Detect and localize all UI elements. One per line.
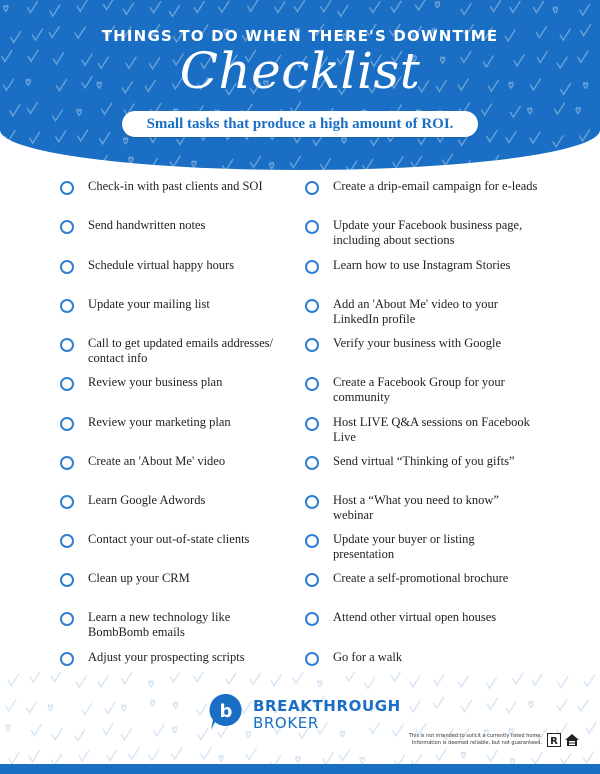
pattern-mark-icon [121,729,131,740]
pattern-mark-icon [584,675,594,686]
pattern-mark-icon [250,156,260,167]
pattern-mark-icon [534,2,544,13]
pattern-mark-icon [535,156,545,167]
pattern-mark-icon [293,672,303,683]
pattern-mark-icon [48,705,52,711]
pattern-mark-icon [172,748,182,759]
pattern-mark-icon [192,161,196,167]
pattern-mark-icon [27,102,37,113]
pattern-mark-icon [124,138,128,144]
pattern-mark-icon [510,2,520,13]
pattern-mark-icon [105,703,115,714]
pattern-mark-icon [29,751,39,762]
pattern-mark-icon [491,1,501,12]
pattern-mark-icon [122,673,132,684]
checkbox-circle-icon[interactable] [305,573,319,587]
pattern-mark-icon [346,672,356,681]
pattern-mark-icon [6,725,10,731]
pattern-mark-icon [434,674,444,685]
checklist-item-label: Create an 'About Me' video [88,454,226,468]
checkbox-circle-icon[interactable] [60,612,74,626]
pattern-mark-icon [3,160,13,170]
pattern-mark-icon [270,756,280,764]
pattern-mark-icon [4,6,8,12]
checkbox-circle-icon[interactable] [60,220,74,234]
pattern-mark-icon [553,7,557,13]
pattern-mark-icon [393,157,403,168]
pattern-mark-icon [30,672,40,682]
checkbox-circle-icon[interactable] [60,260,74,274]
tagline-pill: Small tasks that produce a high amount of ROI. [122,111,478,137]
checkbox-circle-icon[interactable] [305,260,319,274]
checkbox-circle-icon[interactable] [60,534,74,548]
pattern-mark-icon [321,1,331,12]
checklist-item-label: Review your business plan [88,375,223,389]
pattern-mark-icon [201,748,211,759]
checkbox-circle-icon[interactable] [305,338,319,352]
checklist-item-label: Review your marketing plan [88,415,231,429]
pattern-mark-icon [580,4,590,15]
checklist-item-label: Schedule virtual happy hours [88,258,235,272]
checkbox-circle-icon[interactable] [60,652,74,666]
pattern-mark-icon [442,154,452,165]
pattern-mark-icon [532,674,542,685]
pattern-mark-icon [323,753,333,764]
pattern-mark-icon [461,3,471,14]
pattern-mark-icon [321,159,331,170]
checklist-item-label: Create a Facebook Group for your community [333,375,505,404]
pattern-mark-icon [26,702,36,713]
pattern-mark-icon [76,676,86,687]
checklist-item-label: Update your buyer or listing presentation [333,532,475,561]
pattern-mark-icon [436,749,446,760]
pattern-mark-icon [250,673,260,684]
pattern-mark-icon [410,701,420,712]
pattern-mark-icon [123,3,133,14]
pattern-mark-icon [553,136,563,147]
pattern-mark-icon [52,672,62,681]
checkbox-circle-icon[interactable] [305,495,319,509]
pattern-mark-icon [532,753,542,764]
checkbox-circle-icon[interactable] [60,417,74,431]
checkbox-circle-icon[interactable] [305,299,319,313]
pattern-mark-icon [510,106,520,117]
brand-name-line2: BROKER [253,714,319,732]
pattern-mark-icon [82,704,92,715]
pattern-mark-icon [416,0,426,10]
pattern-mark-icon [340,750,350,761]
pattern-mark-icon [411,755,421,764]
checkbox-circle-icon[interactable] [305,534,319,548]
pattern-mark-icon [461,701,471,712]
pattern-mark-icon [579,130,589,141]
equal-housing-icon [565,734,579,746]
pattern-mark-icon [487,131,497,142]
pattern-mark-icon [275,2,285,13]
pattern-mark-icon [122,705,126,711]
pattern-mark-icon [410,676,420,687]
pattern-mark-icon [52,729,62,740]
pattern-mark-icon [194,672,204,682]
pattern-mark-icon [578,700,588,711]
checklist-item-label: Verify your business with Google [333,336,502,350]
pattern-mark-icon [149,749,159,760]
pattern-mark-icon [486,677,496,688]
checkbox-circle-icon[interactable] [305,456,319,470]
header-banner [0,0,600,170]
pattern-mark-icon [174,702,178,708]
pattern-mark-icon [458,676,468,687]
pattern-mark-icon [9,753,19,764]
pattern-mark-icon [392,672,402,681]
svg-text:R: R [550,736,558,747]
checklist-item-label: Create a drip-email campaign for e-leads [333,179,538,193]
disclaimer-line: Information is deemed reliable, but not guaranteed. [411,740,542,746]
pattern-mark-icon [296,757,300,763]
pattern-mark-icon [173,727,177,733]
pattern-mark-icon [77,0,87,11]
pattern-mark-icon [557,699,567,710]
pattern-mark-icon [104,0,114,10]
pattern-mark-icon [370,722,380,733]
pattern-mark-icon [338,5,348,16]
pattern-mark-icon [107,750,117,761]
pattern-mark-icon [365,677,375,688]
pattern-mark-icon [194,2,204,13]
pattern-mark-icon [56,131,66,142]
checkbox-circle-icon[interactable] [305,612,319,626]
pattern-mark-icon [582,162,586,168]
pattern-mark-icon [489,156,499,167]
pattern-mark-icon [461,752,465,758]
checklist-item-label: Host a “What you need to know” webinar [333,493,499,522]
checklist-item-label: Add an 'About Me' video to your LinkedIn profile [333,297,498,326]
pattern-mark-icon [487,698,497,709]
pattern-mark-icon [6,700,16,711]
pattern-mark-icon [170,156,180,167]
pattern-mark-icon [219,1,229,12]
pattern-mark-icon [10,105,20,116]
pattern-mark-icon [151,700,155,706]
checkbox-circle-icon[interactable] [60,338,74,352]
pattern-mark-icon [102,103,112,114]
checklist-item-label: Attend other virtual open houses [333,610,497,624]
pattern-mark-icon [411,156,421,167]
checkbox-circle-icon[interactable] [305,220,319,234]
pattern-mark-icon [561,753,571,764]
checklist-item-label: Send handwritten notes [88,218,206,232]
bottom-bar [0,764,600,774]
brand-name-line1: BREAKTHROUGH [253,697,401,715]
checklist-item-label: Learn Google Adwords [88,493,206,507]
pattern-mark-icon [246,732,250,738]
checklist-item-label: Update your Facebook business page, including about sections [333,218,523,247]
pattern-mark-icon [360,758,364,764]
pattern-mark-icon [290,157,300,168]
pattern-mark-icon [506,132,516,143]
pattern-mark-icon [391,1,401,12]
pattern-mark-icon [197,704,207,715]
pattern-mark-icon [342,137,346,143]
pattern-mark-icon [583,752,593,763]
pattern-mark-icon [31,724,41,735]
pattern-mark-icon [586,722,596,733]
pattern-mark-icon [97,155,107,166]
pattern-mark-icon [576,108,580,114]
realtor-icon [548,734,561,748]
compliance-icons [547,733,581,747]
pattern-mark-icon [80,162,84,168]
checkbox-circle-icon[interactable] [60,377,74,391]
pattern-mark-icon [50,5,60,16]
checkbox-circle-icon[interactable] [305,181,319,195]
page-title: Checklist [179,42,421,100]
checklist-item-label: Check-in with past clients and SOI [88,179,263,193]
checklist-item-label: Contact your out-of-state clients [88,532,250,546]
checklist-item-label: Clean up your CRM [88,571,190,585]
pattern-mark-icon [170,6,180,17]
pattern-mark-icon [513,673,523,684]
pattern-mark-icon [226,673,236,684]
pattern-mark-icon [77,109,81,115]
pattern-mark-icon [5,130,15,141]
pattern-mark-icon [488,750,498,761]
pattern-mark-icon [52,110,62,121]
pattern-mark-icon [482,104,492,115]
pattern-mark-icon [363,159,373,170]
pattern-mark-icon [530,132,540,143]
disclaimer-line: This is not intended to solicit a currently listed home. [408,733,542,739]
checklist-item-label: Learn a new technology like BombBomb emails [88,610,231,639]
checklist-item-label: Adjust your prospecting scripts [88,650,245,664]
pattern-mark-icon [318,681,322,687]
pattern-mark-icon [147,159,157,170]
checkbox-circle-icon[interactable] [60,299,74,313]
disclaimer [392,733,542,747]
pattern-mark-icon [51,754,61,764]
pattern-mark-icon [506,702,516,713]
pattern-mark-icon [347,161,357,170]
pattern-mark-icon [435,2,439,8]
pattern-mark-icon [554,103,564,114]
pattern-mark-icon [219,756,223,762]
checklist-item-label: Learn how to use Instagram Stories [333,258,511,272]
svg-text:b: b [219,701,233,722]
checklist-item-label: Send virtual “Thinking of you gifts” [333,454,515,468]
checkbox-circle-icon[interactable] [60,495,74,509]
pattern-mark-icon [75,730,85,741]
pattern-mark-icon [8,675,18,686]
pattern-mark-icon [460,161,470,170]
checklist-item-label: Go for a walk [333,650,403,664]
checkbox-circle-icon[interactable] [305,377,319,391]
pattern-mark-icon [27,2,37,13]
pattern-mark-icon [434,697,444,708]
pattern-mark-icon [129,748,139,759]
pattern-mark-icon [246,749,256,760]
pattern-mark-icon [100,133,110,144]
checklist-item-label: Call to get updated emails addresses/ contact info [88,336,274,365]
pattern-mark-icon [528,108,532,114]
pattern-mark-icon [294,1,304,12]
pattern-mark-icon [79,750,89,761]
checklist-item-label: Host LIVE Q&A sessions on Facebook Live [333,415,530,444]
pattern-mark-icon [529,702,533,708]
pattern-mark-icon [50,154,60,165]
pattern-mark-icon [271,675,281,686]
pattern-mark-icon [370,2,380,13]
header-kicker: THINGS TO DO WHEN THERE'S DOWNTIME [101,27,499,45]
checkbox-circle-icon[interactable] [305,652,319,666]
pattern-mark-icon [30,132,40,143]
pattern-mark-icon [561,161,571,170]
checkbox-circle-icon[interactable] [305,417,319,431]
pattern-mark-icon [270,163,274,169]
pattern-mark-icon [103,723,113,734]
pattern-mark-icon [149,681,153,687]
checkbox-circle-icon[interactable] [60,573,74,587]
pattern-mark-icon [78,130,88,141]
breakthrough-logo-icon [207,692,245,732]
checklist-item-label: Create a self-promotional brochure [333,571,509,585]
pattern-mark-icon [248,0,258,11]
pattern-mark-icon [170,672,180,682]
checkbox-circle-icon[interactable] [60,456,74,470]
pattern-mark-icon [129,157,133,163]
pattern-mark-icon [27,164,31,170]
checkbox-circle-icon[interactable] [60,181,74,195]
pattern-mark-icon [98,676,108,687]
pattern-mark-icon [340,731,344,737]
pattern-mark-icon [154,725,164,736]
pattern-mark-icon [151,2,161,13]
pattern-mark-icon [223,160,233,170]
pattern-mark-icon [512,158,522,169]
checklist-item-label: Update your mailing list [88,297,210,311]
pattern-mark-icon [558,677,568,688]
pattern-mark-icon [395,755,405,764]
